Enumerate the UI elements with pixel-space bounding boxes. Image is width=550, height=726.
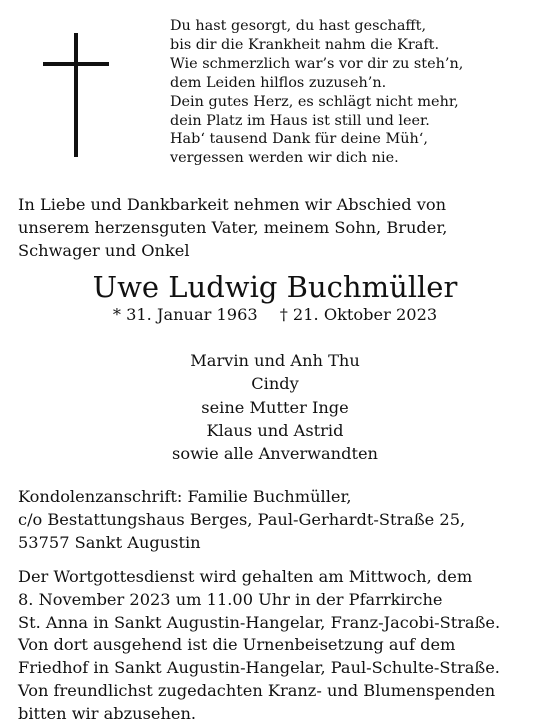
service-line: Der Wortgottesdienst wird gehalten am Mittwoch, dem: [18, 567, 473, 586]
service-line: bitten wir abzusehen.: [18, 703, 197, 723]
mourners-list: [0, 349, 550, 465]
condolence-line: c/o Bestattungshaus Berges, Paul-Gerhardt-Straße 25,: [18, 510, 466, 529]
condolence-line: 53757 Sankt Augustin: [18, 533, 201, 552]
service-line: Von dort ausgehend ist die Urnenbeisetzung auf dem: [18, 635, 456, 655]
mourner-line: Marvin und Anh Thu: [190, 351, 360, 370]
poem-line: vergessen werden wir dich nie.: [170, 150, 399, 167]
intro-line: In Liebe und Dankbarkeit nehmen wir Abschied von: [18, 195, 447, 214]
intro-line: unserem herzensguten Vater, meinem Sohn, Bruder,: [18, 218, 448, 237]
cross-horizontal-bar: [43, 62, 109, 66]
poem-line: Dein gutes Herz, es schlägt nicht mehr,: [170, 93, 459, 110]
service-line: St. Anna in Sankt Augustin-Hangelar, Franz-Jacobi-Straße.: [18, 612, 501, 632]
poem-line: dem Leiden hilflos zuzuseh’n.: [170, 74, 387, 91]
birth-date: * 31. Januar 1963: [112, 305, 258, 324]
mourner-line: Cindy: [251, 374, 299, 394]
cross-vertical-bar: [74, 33, 78, 157]
service-line: 8. November 2023 um 11.00 Uhr in der Pfarrkirche: [18, 589, 443, 609]
poem-line: dein Platz im Haus ist still und leer.: [170, 112, 430, 129]
service-line: Friedhof in Sankt Augustin-Hangelar, Paul-Schulte-Straße.: [18, 658, 500, 678]
farewell-intro: [18, 193, 538, 262]
funeral-service-info: [18, 566, 543, 726]
poem-line: Wie schmerzlich war’s vor dir zu steh’n,: [170, 55, 464, 72]
intro-line: Schwager und Onkel: [18, 241, 190, 260]
latin-cross-icon: [43, 33, 109, 157]
service-line: Von freundlichst zugedachten Kranz- und Blumenspenden: [18, 680, 496, 700]
poem-line: Hab‘ tausend Dank für deine Müh‘,: [170, 131, 428, 148]
poem-line: Du hast gesorgt, du hast geschafft,: [170, 18, 427, 34]
mourner-line: Klaus und Astrid: [206, 420, 344, 440]
death-date: † 21. Oktober 2023: [279, 305, 438, 324]
memorial-poem: [170, 17, 530, 168]
deceased-name: Uwe Ludwig Buchmüller: [92, 270, 458, 304]
life-dates: [0, 303, 550, 327]
poem-line: bis dir die Krankheit nahm die Kraft.: [170, 36, 440, 53]
condolence-line: Kondolenzanschrift: Familie Buchmüller,: [18, 487, 352, 506]
mourner-line: sowie alle Anverwandten: [172, 444, 378, 464]
mourner-line: seine Mutter Inge: [201, 397, 349, 417]
condolence-address: [18, 485, 538, 554]
